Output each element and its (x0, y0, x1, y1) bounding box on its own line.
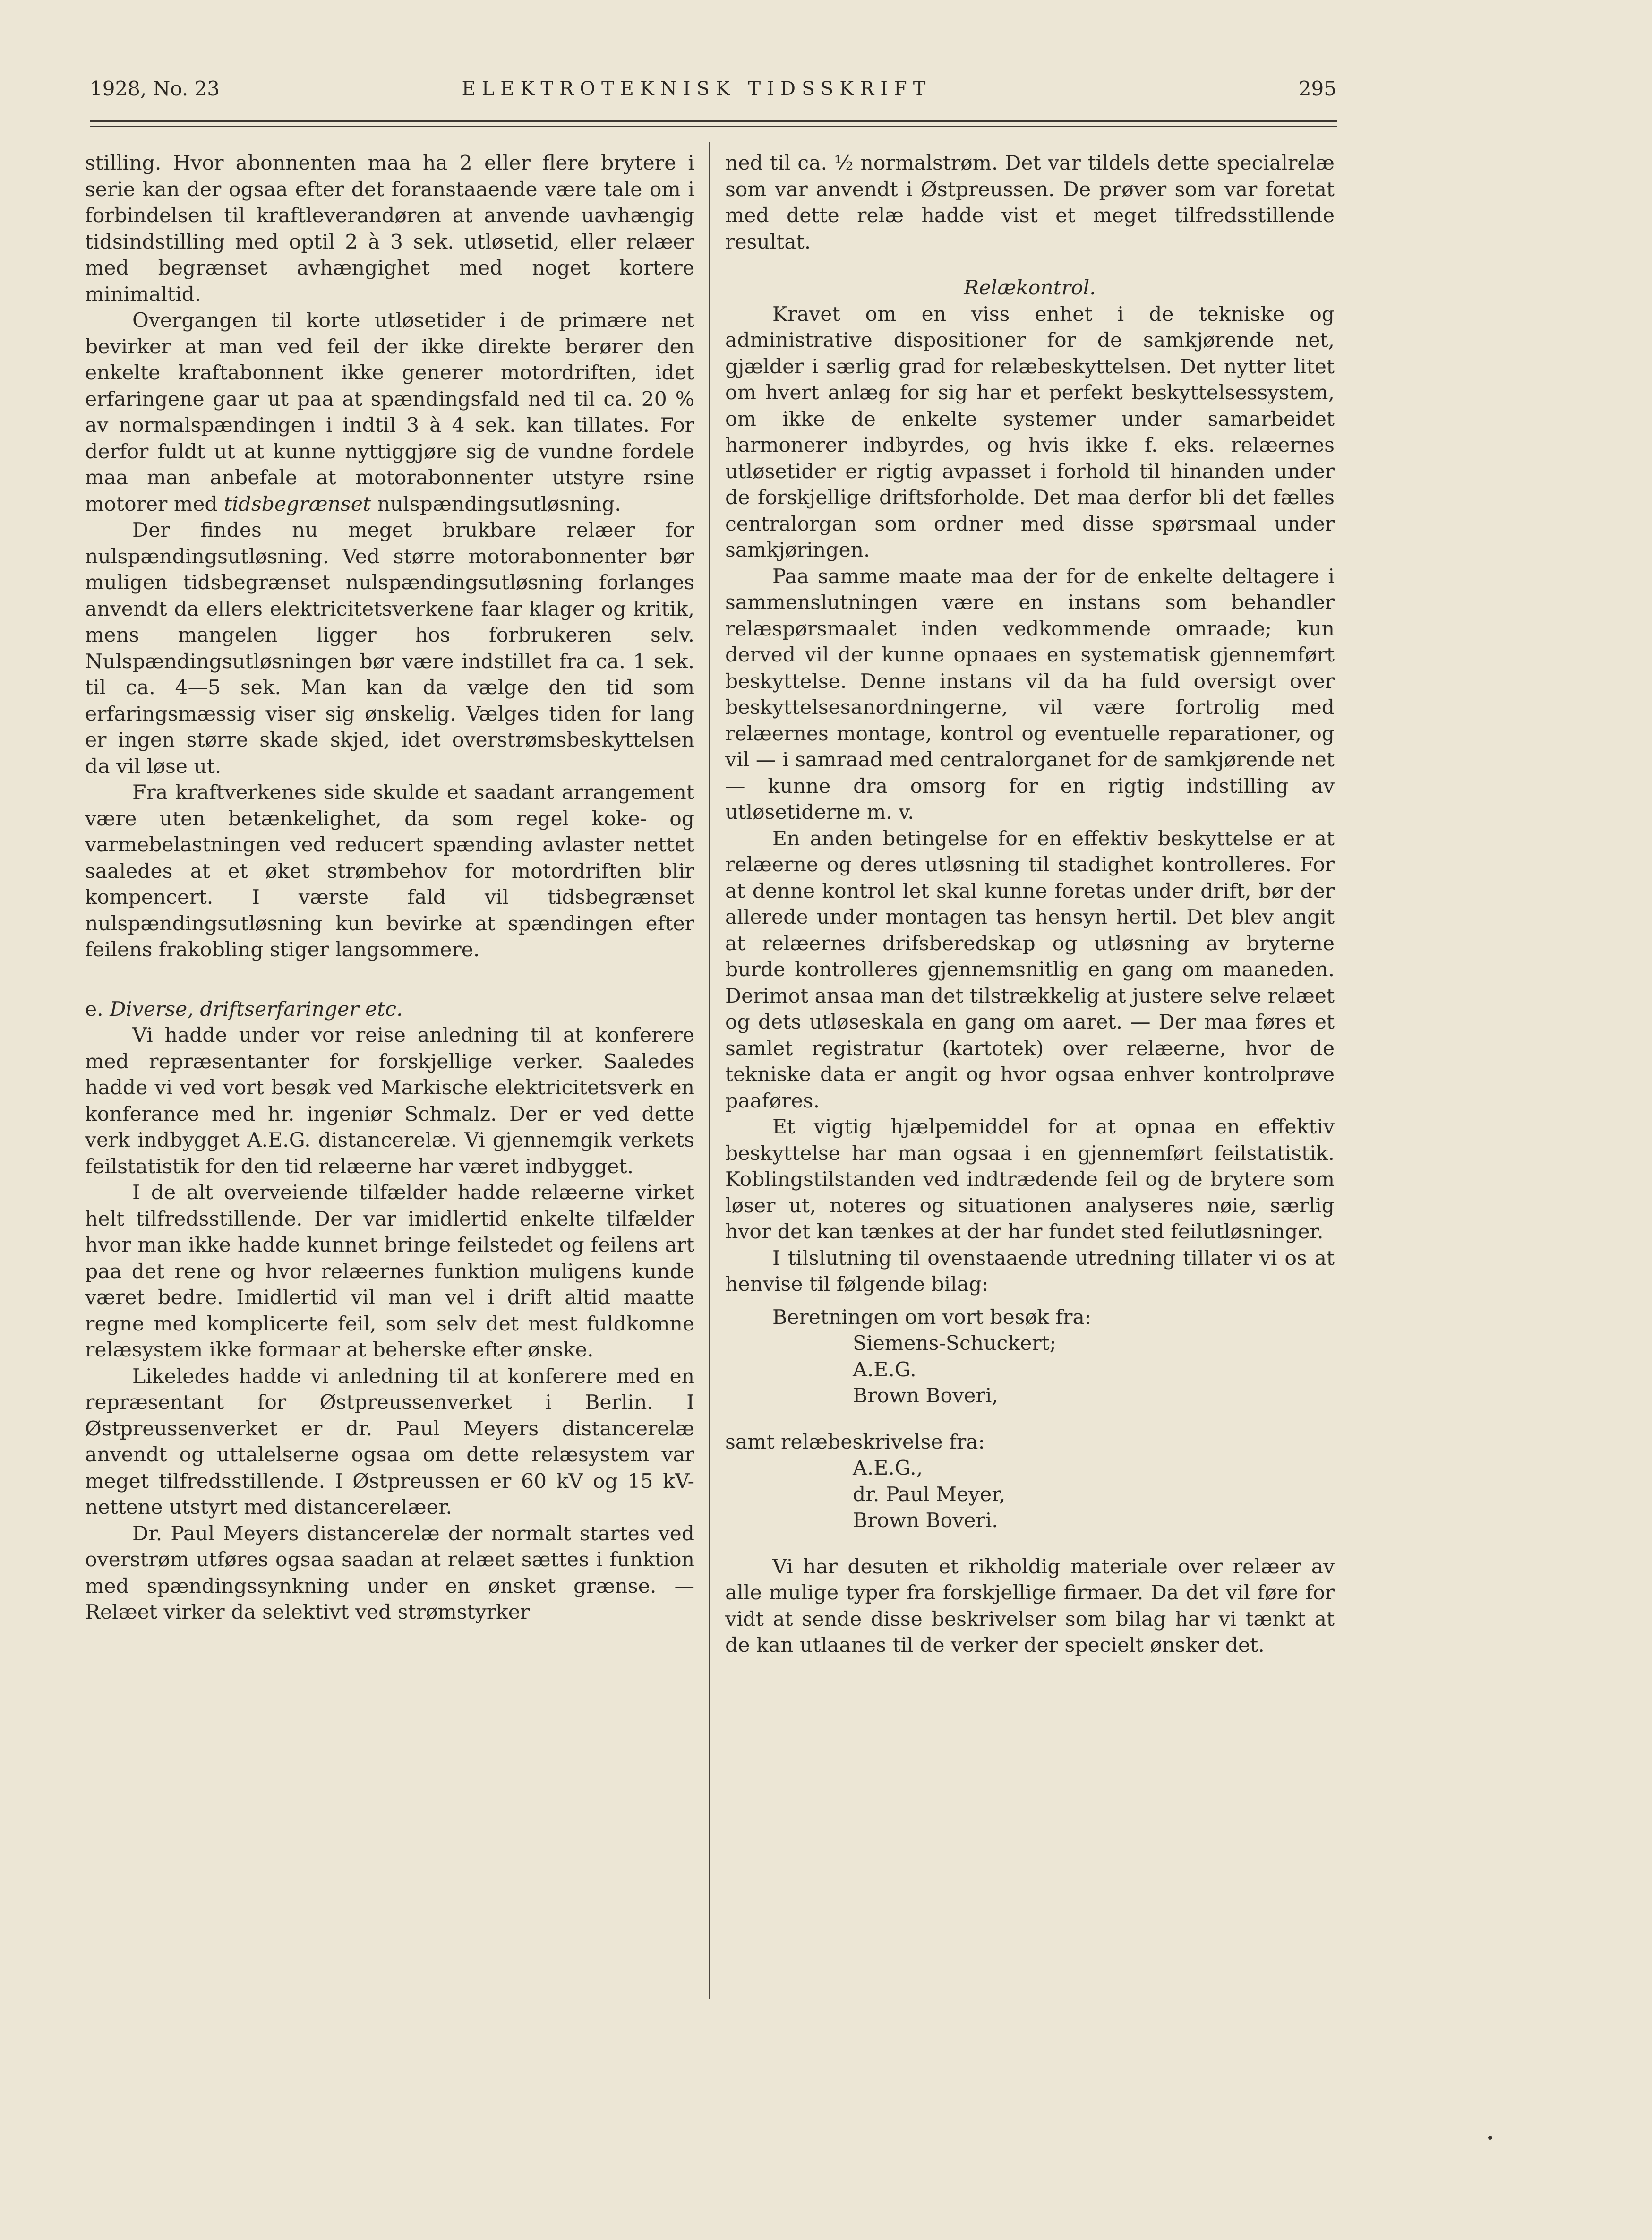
paragraph: Likeledes hadde vi anledning til at konferere med en repræsentant for Østpreussenverket i Berlin. I Østpreussenverket er dr. Paul Meyers distancerelæ anvendt og uttalelserne ogsaa om dette relæsystem var meget tilfredsstillende. I Østpreussen er 60 kV og 15 kV-nettene utstyrt med distancerelæer. (85, 1365, 694, 1519)
list-item: A.E.G. (853, 1358, 916, 1382)
right-column (725, 150, 1335, 1659)
list-item: Siemens-Schuckert; (853, 1332, 1056, 1355)
paragraph: Overgangen til korte utløsetider i de primære net bevirker at man ved feil der ikke direkte berører den enkelte kraftabonnent ikke generer motordriften, idet erfaringene gaar ut paa at spændingsfald ned til ca. 20 % av normalspændingen i indtil 3 à 4 sek. kan tillates. For derfor fuldt ut at kunne nyttiggjøre sig de vundne fordele maa man anbefale at motorabonnenter utstyre rsine motorer med tidsbegrænset nulspændingsutløsning. (85, 309, 694, 516)
paragraph: Vi har desuten et rikholdig materiale over relæer av alle mulige typer fra forskjellige firmaer. Da det vil føre for vidt at sende disse beskrivelser som bilag har vi tænkt at de kan utlaanes til de verker der specielt ønsker det. (725, 1555, 1335, 1657)
left-column (85, 150, 694, 1626)
paragraph: ned til ca. ½ normalstrøm. Det var tildels dette specialrelæ som var anvendt i Østpreussen. De prøver som var foretat med dette relæ hadde vist et meget tilfredsstillende resultat. (725, 152, 1335, 254)
descriptions-list (725, 1455, 1335, 1534)
issue-number: 1928, No. 23 (90, 77, 220, 100)
paragraph: Fra kraftverkenes side skulde et saadant arrangement være uten betænkelighet, da som regel koke- og varmebelastningen ved reducert spænding avlaster nettet saaledes at et øket strømbehov for motordriften blir kompencert. I værste fald vil tidsbegrænset nulspændingsutløsning kun bevirke at spændingen efter feilens frakobling stiger langsommere. (85, 781, 694, 961)
reports-list (725, 1330, 1335, 1409)
list-item: Brown Boveri. (853, 1509, 998, 1532)
subheading: Relækontrol. (964, 276, 1096, 300)
header-rule (90, 120, 1337, 122)
list-item: A.E.G., (853, 1457, 923, 1480)
paragraph: En anden betingelse for en effektiv beskyttelse er at relæerne og deres utløsning til stadighet kontrolleres. For at denne kontrol let skal kunne foretas under drift, bør der allerede under montagen tas hensyn hertil. Det blev angit at relæernes drifsberedskap og utløsning av bryterne burde kontrolleres gjennemsnitlig en gang om maaneden. Derimot ansaa man det tilstrækkelig at justere selve relæet og dets utløseskala en gang om aaret. — Der maa føres et samlet registratur (kartotek) over relæerne, hvor de tekniske data er angit og hvor ogsaa enhver kontrolprøve paaføres. (725, 827, 1335, 1113)
paragraph: Vi hadde under vor reise anledning til at konferere med repræsentanter for forskjellige verker. Saaledes hadde vi ved vort besøk ved Markische elektricitetsverk en konferance med hr. ingeniør Schmalz. Der er ved dette verk indbygget A.E.G. distancerelæ. Vi gjennemgik verkets feilstatistik for den tid relæerne har været indbygget. (85, 1024, 694, 1178)
paragraph: I de alt overveiende tilfælder hadde relæerne virket helt tilfredsstillende. Der var imidlertid enkelte tilfælder hvor man ikke hadde kunnet bringe feilstedet og feilens art paa det rene og hvor relæernes funktion muligens kunde været bedre. Imidlertid vil man vel i drift altid maatte regne med komplicerte feil, som selv det mest fuldkomne relæsystem ikke formaar at beherske efter ønske. (85, 1181, 694, 1362)
paragraph: stilling. Hvor abonnenten maa ha 2 eller flere brytere i serie kan der ogsaa efter det foranstaaende være tale om i forbindelsen til kraftleverandøren at anvende uavhængig tidsindstilling med optil 2 à 3 sek. utløsetid, eller relæer med begrænset avhængighet med noget kortere minimaltid. (85, 152, 694, 306)
section-heading: e. Diverse, driftserfaringer etc. (85, 997, 403, 1021)
page-number: 295 (1298, 77, 1336, 100)
column-divider (709, 142, 710, 1999)
header-rule-thin (90, 126, 1337, 127)
paragraph: Paa samme maate maa der for de enkelte deltagere i sammenslutningen være en instans som behandler relæspørsmaalet inden vedkommende omraade; kun derved vil der kunne opnaaes en systematisk gjennemført beskyttelse. Denne instans vil da ha fuld oversigt over beskyttelsesanordningerne, vil være fortrolig med relæernes montage, kontrol og eventuelle reparationer, og vil — i samraad med centralorganet for de samkjørende net — kunne dra omsorg for en rigtig indstilling av utløsetiderne m. v. (725, 565, 1335, 824)
list-item: Brown Boveri, (853, 1384, 998, 1408)
ink-speck (1488, 2136, 1492, 2140)
paragraph: Dr. Paul Meyers distancerelæ der normalt startes ved overstrøm utføres ogsaa saadan at relæet sættes i funktion med spændingssynkning under en ønsket grænse. — Relæet virker da selektivt ved strømstyrker (85, 1522, 694, 1624)
journal-title: ELEKTROTEKNISK TIDSSKRIFT (462, 78, 932, 100)
paragraph: Et vigtig hjælpemiddel for at opnaa en effektiv beskyttelse har man ogsaa i en gjennemført feilstatistik. Koblingstilstanden ved indtrædende feil og de brytere som løser ut, noteres og situationen analyseres nøie, særlig hvor det kan tænkes at der har fundet sted feilutløsninger. (725, 1116, 1335, 1244)
paragraph: I tilslutning til ovenstaaende utredning tillater vi os at henvise til følgende bilag: (725, 1246, 1335, 1296)
paragraph: Der findes nu meget brukbare relæer for nulspændingsutløsning. Ved større motorabonnenter bør muligen tidsbegrænset nulspændingsutløsning forlanges anvendt da ellers elektricitetsverkene faar klager og kritik, mens mangelen ligger hos forbrukeren selv. Nulspændingsutløsningen bør være indstillet fra ca. 1 sek. til ca. 4—5 sek. Man kan da vælge den tid som erfaringsmæssig viser sig ønskelig. Vælges tiden for lang er ingen større skade skjed, idet overstrømsbeskyttelsen da vil løse ut. (85, 519, 694, 778)
paragraph: Kravet om en viss enhet i de tekniske og administrative dispositioner for de samkjørende net, gjælder i særlig grad for relæbeskyttelsen. Det nytter litet om hvert anlæg for sig har et perfekt beskyttelsessystem, om ikke de enkelte systemer under samarbeidet harmonerer indbyrdes, og hvis ikke f. eks. relæernes utløsetider er rigtig avpasset i forhold til hinanden under de forskjellige driftsforholde. Det maa derfor bli det fælles centralorgan som ordner med disse spørsmaal under samkjøringen. (725, 302, 1335, 562)
list-item: dr. Paul Meyer, (853, 1483, 1006, 1506)
reports-intro: Beretningen om vort besøk fra: (772, 1305, 1092, 1329)
descriptions-intro: samt relæbeskrivelse fra: (725, 1430, 985, 1454)
